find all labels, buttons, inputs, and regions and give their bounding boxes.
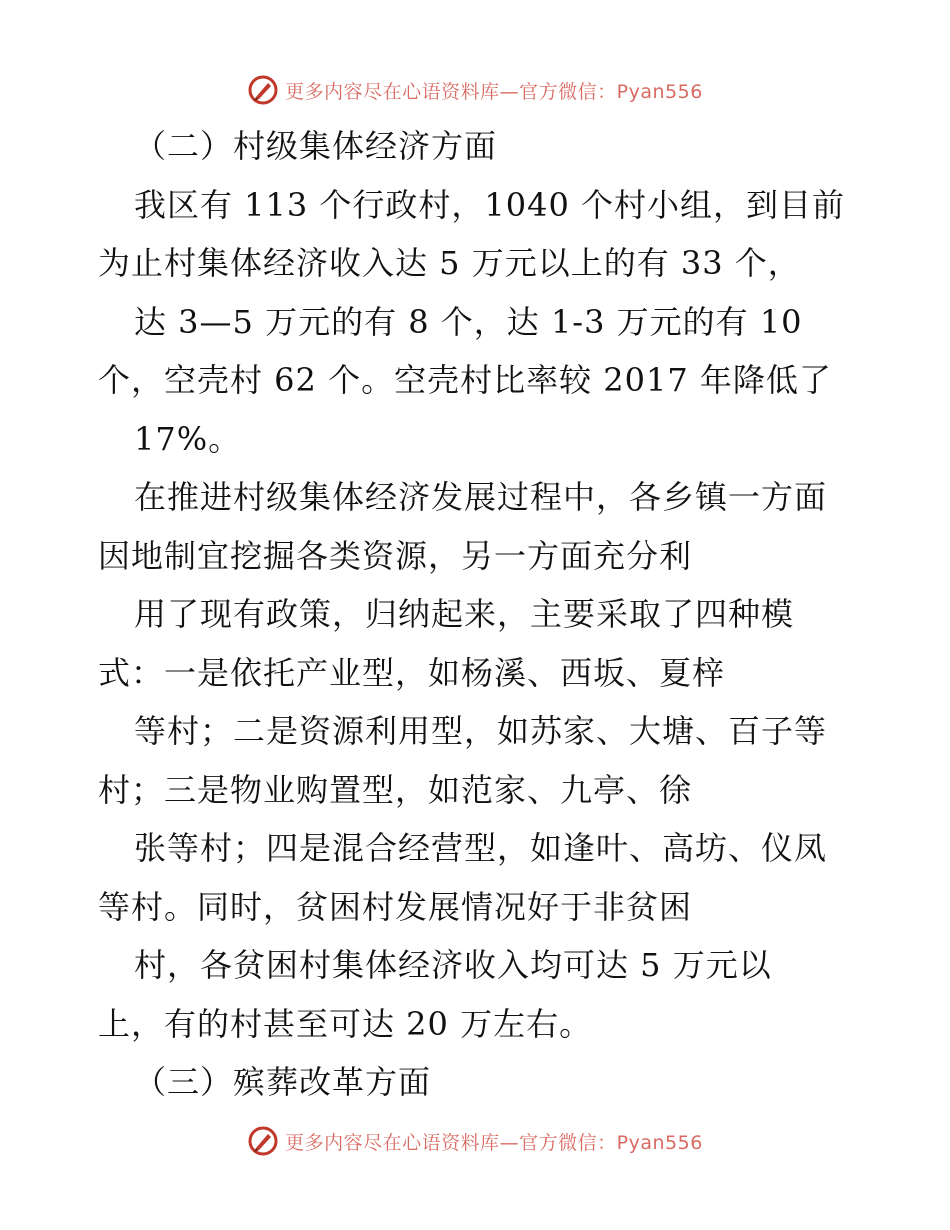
paragraph-line: 为止村集体经济收入达 5 万元以上的有 33 个，: [98, 244, 801, 282]
section-heading-funeral-reform: （三）殡葬改革方面: [134, 1063, 432, 1101]
pen-logo-icon: [247, 1125, 279, 1157]
paragraph-line: 村；三是物业购置型，如范家、九亭、徐: [98, 771, 693, 809]
paragraph-line: 村，各贫困村集体经济收入均可达 5 万元以: [134, 946, 772, 984]
paragraph-line: 个，空壳村 62 个。空壳村比率较 2017 年降低了: [98, 361, 832, 399]
paragraph-line: 达 3—5 万元的有 8 个，达 1-3 万元的有 10: [134, 303, 803, 341]
watermark-text: 更多内容尽在心语资料库—官方微信：Pyan556: [285, 1131, 703, 1154]
paragraph-line: 我区有 113 个行政村，1040 个村小组，到目前: [134, 186, 846, 224]
paragraph-line: 式：一是依托产业型，如杨溪、西坂、夏梓: [98, 654, 726, 692]
watermark-footer: [0, 1121, 950, 1161]
paragraph-line: 上，有的村甚至可达 20 万左右。: [98, 1005, 593, 1043]
watermark-text: 更多内容尽在心语资料库—官方微信：Pyan556: [285, 80, 703, 103]
paragraph-line: 在推进村级集体经济发展过程中，各乡镇一方面: [134, 478, 828, 516]
pen-logo-icon: [247, 74, 279, 106]
paragraph-line: 等村；二是资源利用型，如苏家、大塘、百子等: [134, 712, 828, 750]
paragraph-line: 等村。同时，贫困村发展情况好于非贫困: [98, 888, 693, 926]
paragraph-line: 17%。: [134, 420, 242, 458]
paragraph-line: 用了现有政策，归纳起来，主要采取了四种模: [134, 595, 795, 633]
paragraph-line: 因地制宜挖掘各类资源，另一方面充分利: [98, 537, 693, 575]
section-heading-village-economy: （二）村级集体经济方面: [134, 127, 498, 165]
paragraph-line: 张等村；四是混合经营型，如逢叶、高坊、仪凤: [134, 829, 828, 867]
watermark-header: [0, 70, 950, 110]
